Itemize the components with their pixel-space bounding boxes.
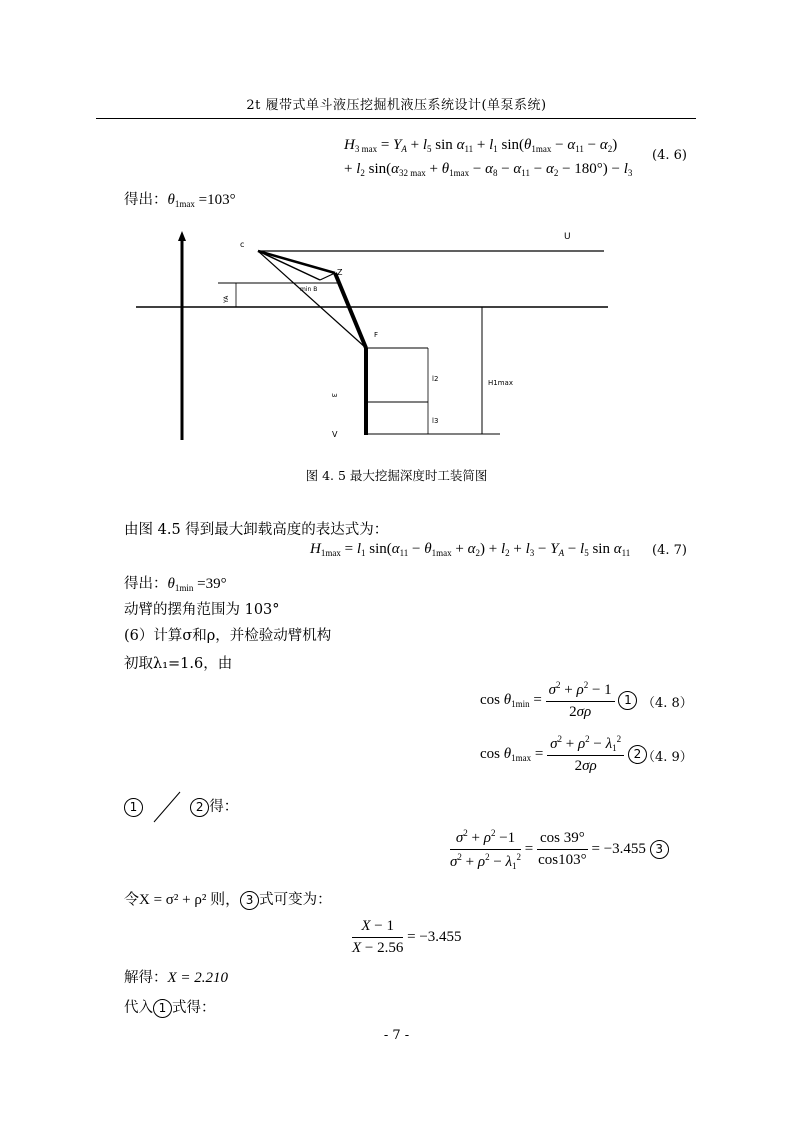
label-l2: l2 [432,375,439,383]
result-theta-min: 得出：$\theta_{1min} =39^\circ$ [124,576,227,593]
circled-2: 2 [628,745,647,764]
circled-3-ref: 3 [240,891,259,910]
let-x-expression: 令X = σ² + ρ² 则， [124,892,241,908]
page-number: - 7 - [383,1028,410,1043]
figure-caption: 图 4. 5 最大挖掘深度时工装简图 [305,468,488,483]
result-label-2: 得出： [124,576,168,592]
ratio-get-label: 得： [209,799,239,815]
equation-3: $\frac{\sigma^2 + \rho^2 -1}{\sigma^2 + \rho^2 - \lambda_1^2}$ = $\frac{\cos 39^\circ}{\cos 103^\circ}$ = −3.455 3 [450,828,669,871]
swing-range: 动臂的摆角范围为 103° [124,602,280,618]
label-u: U [564,232,571,242]
step-6: (6）计算σ和ρ，并检验动臂机构 [124,628,332,644]
label-f: F [374,331,379,339]
substitute-statement [124,996,216,1018]
equation-4-8: $\cos \theta_{1min}$ = $\frac{\sigma^2 + \rho^2 - 1}{2\sigma\rho}$ 1 [480,680,637,721]
equation-number-4-6: (4. 6) [652,148,687,163]
substitute-pre: 代入 [124,1000,153,1016]
equation-number-4-7: (4. 7) [652,543,687,558]
circled-2-ref: 2 [190,798,209,817]
label-l3: l3 [432,417,439,425]
boom-joint [320,273,335,280]
ratio-statement [124,790,238,824]
label-3: 3 [330,393,338,398]
solve-label: 解得： [124,970,168,986]
theta-min-value: =39° [197,576,227,592]
equation-4-7: $H_{1max} = l_1$ $\sin(\alpha_{11} - \theta_{1max} + \alpha_2) + l_2 + l_3 - Y_A - l_5$ $\sin \alpha_{11}$ [310,541,631,558]
label-min-b: min B [300,286,318,293]
equation-x: $\frac{X - 1}{X - 2.56}$ = −3.455 [352,918,462,956]
label-z: Z [337,268,343,277]
circled-1-ref: 1 [124,798,143,817]
label-v: V [332,430,338,439]
circled-3: 3 [650,840,669,859]
let-x-post: 式可变为： [259,892,332,908]
label-c: c [240,240,245,249]
boom-arm [335,273,366,348]
equation-4-6-line2: + $l_2$ $\sin(\alpha_{32 max} + \theta_{1max} - \alpha_8 - \alpha_{11} - \alpha_2 - 180^\circ) - l_3$ [344,161,633,178]
result-label: 得出： [124,192,168,208]
circled-1: 1 [618,691,637,710]
circled-1-sub: 1 [153,999,172,1018]
equation-4-6-line1: $H_{3 max} = Y_A + l_5$ $\sin \alpha_{11} + l_1$ $\sin(\theta_{1max} - \alpha_{11} - \alpha_2)$ [344,137,618,154]
label-h1max: H1max [488,379,513,387]
initial-lambda: 初取λ₁=1.6，由 [124,656,233,672]
page-header: 2t 履带式单斗液压挖掘机液压系统设计(单泵系统) [246,98,547,113]
solve-statement [124,966,228,987]
header-rule [96,118,696,119]
equation-number-4-8: （4. 8） [642,696,693,711]
let-x-statement [124,888,332,910]
result-theta-max: 得出：$\theta_{1max} =103^\circ$ [124,192,236,209]
figure-4-5-diagram [130,225,610,445]
equation-number-4-9: （4. 9） [642,750,693,765]
paragraph-max-unload: 由图 4.5 得到最大卸载高度的表达式为： [124,522,389,538]
substitute-post: 式得： [172,1000,216,1016]
theta-max-value: =103° [198,192,236,208]
equation-4-9: $\cos \theta_{1max}$ = $\frac{\sigma^2 + \rho^2 - \lambda_1^2}{2\sigma\rho}$ 2 [480,734,647,775]
solve-value: X = 2.210 [167,970,229,986]
label-ya: YA [223,295,230,303]
division-slash [148,790,186,824]
axis-arrow [178,231,186,241]
